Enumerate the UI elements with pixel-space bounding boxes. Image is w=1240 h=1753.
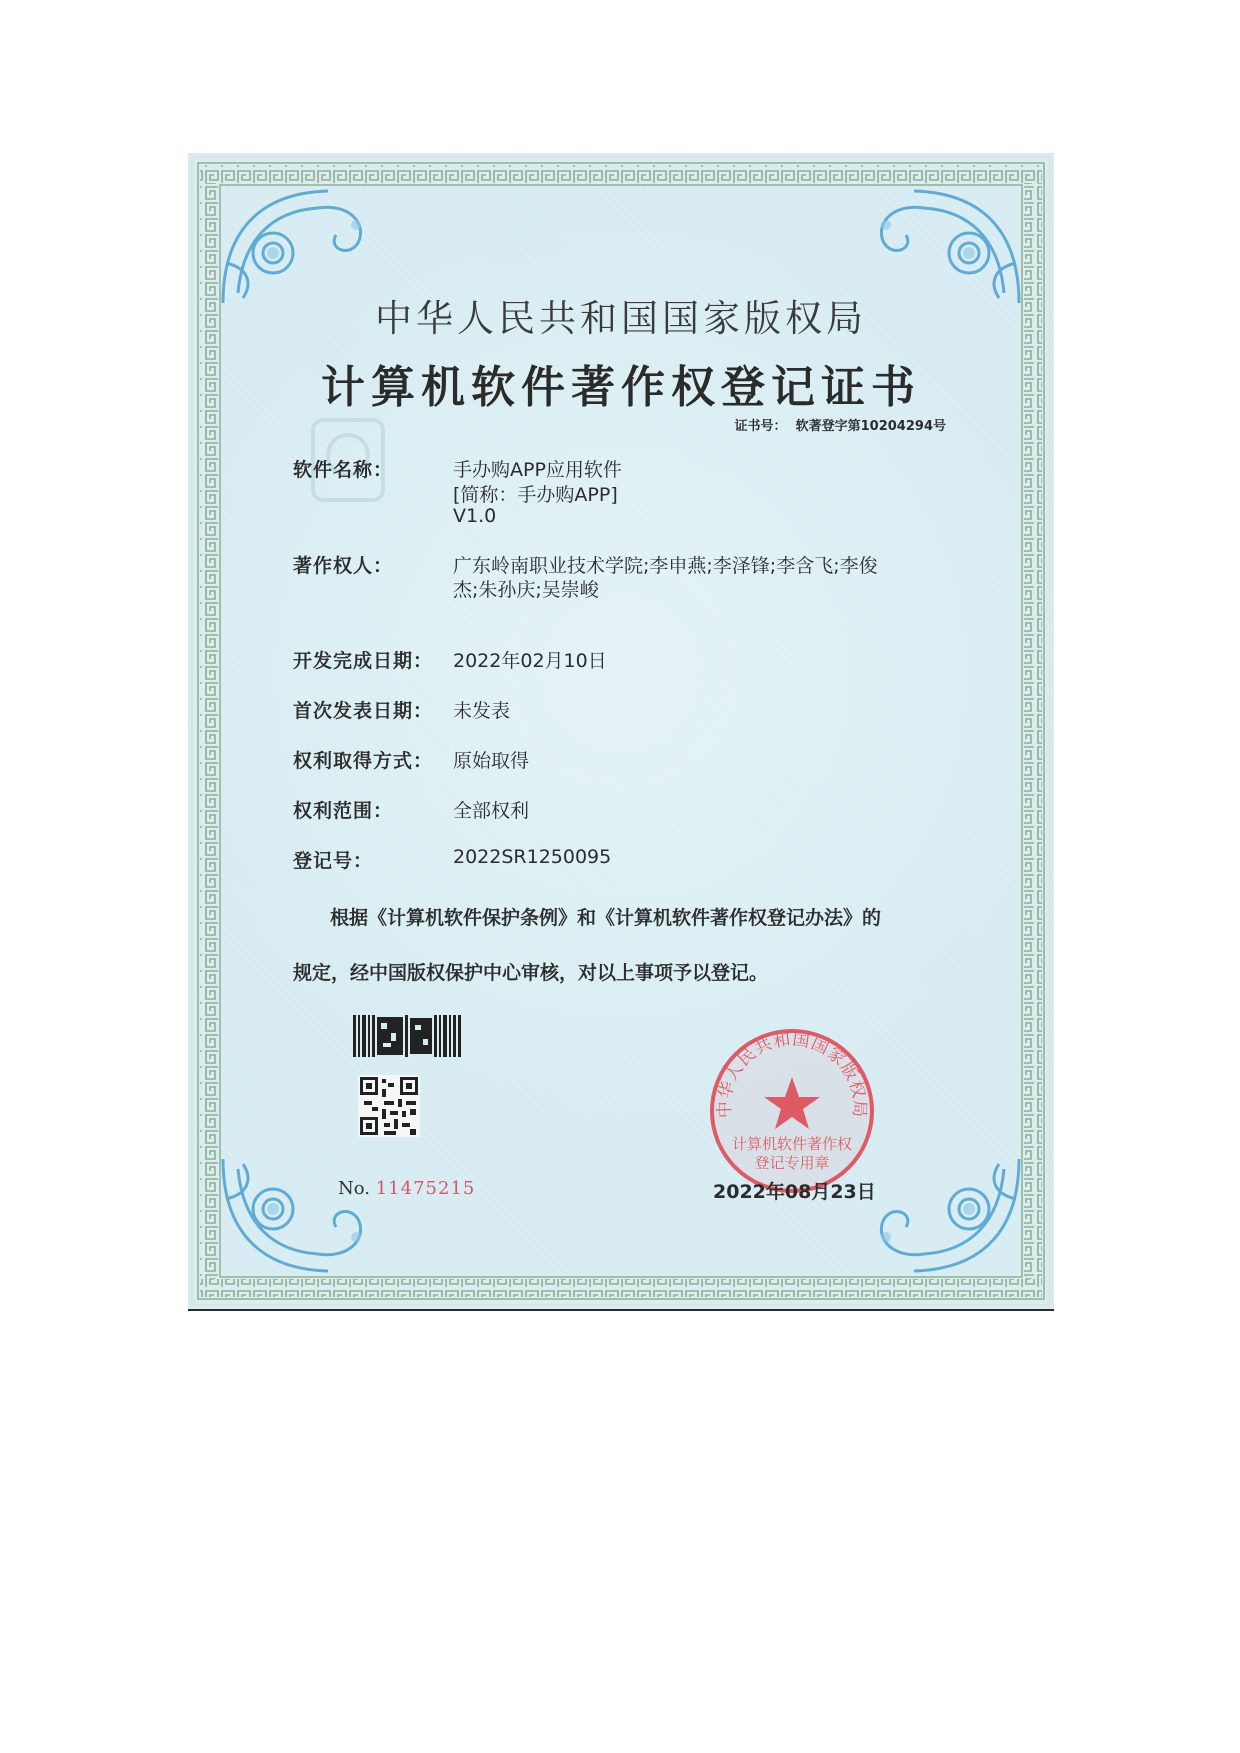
acquisition-value: 原始取得 bbox=[453, 750, 530, 772]
barcode bbox=[353, 1015, 463, 1057]
issue-date: 2022年08月23日 bbox=[713, 1181, 876, 1203]
owner-label: 著作权人： bbox=[293, 555, 394, 577]
certificate-number-label: 证书号： bbox=[734, 419, 787, 434]
official-seal bbox=[706, 1025, 878, 1197]
registration-number-value: 2022SR1250095 bbox=[453, 846, 612, 868]
serial-prefix: No. bbox=[338, 1178, 370, 1199]
owner-line1: 广东岭南职业技术学院;李申燕;李泽锋;李含飞;李俊 bbox=[453, 555, 878, 577]
certificate-number bbox=[735, 415, 946, 434]
serial-value: 11475215 bbox=[375, 1178, 476, 1199]
corner-ornament-bottom-right bbox=[854, 1149, 1024, 1279]
statement-line2: 规定，经中国版权保护中心审核，对以上事项予以登记。 bbox=[293, 962, 769, 984]
seal-outer-text: 中华人民共和国国家版权局 bbox=[714, 1029, 870, 1119]
corner-ornament-bottom-left bbox=[218, 1149, 388, 1279]
software-name-line3: V1.0 bbox=[453, 505, 497, 527]
acquisition-label: 权利取得方式： bbox=[293, 750, 434, 772]
software-name-line2: [简称：手办购APP] bbox=[453, 484, 618, 506]
serial-number bbox=[338, 1178, 475, 1199]
owner-line2: 杰;朱孙庆;吴崇峻 bbox=[453, 579, 599, 601]
software-name-line1: 手办购APP应用软件 bbox=[453, 459, 622, 481]
qr-code bbox=[358, 1075, 420, 1137]
certificate-title: 计算机软件著作权登记证书 bbox=[321, 362, 921, 413]
rights-scope-label: 权利范围： bbox=[293, 800, 394, 822]
registration-number-label: 登记号： bbox=[293, 850, 374, 872]
seal-inner-line2: 登记专用章 bbox=[754, 1154, 830, 1172]
first-publication-value: 未发表 bbox=[453, 700, 511, 722]
software-name-label: 软件名称： bbox=[293, 459, 394, 481]
statement-line1: 根据《计算机软件保护条例》和《计算机软件著作权登记办法》的 bbox=[330, 907, 882, 929]
issuing-authority: 中华人民共和国国家版权局 bbox=[375, 297, 867, 340]
rights-scope-value: 全部权利 bbox=[453, 800, 530, 822]
certificate-number-value: 软著登字第10204294号 bbox=[795, 419, 946, 434]
dev-date-label: 开发完成日期： bbox=[293, 650, 434, 672]
seal-inner-line1: 计算机软件著作权 bbox=[731, 1135, 853, 1153]
certificate bbox=[188, 153, 1054, 1311]
first-publication-label: 首次发表日期： bbox=[293, 700, 434, 722]
dev-date-value: 2022年02月10日 bbox=[453, 650, 607, 672]
